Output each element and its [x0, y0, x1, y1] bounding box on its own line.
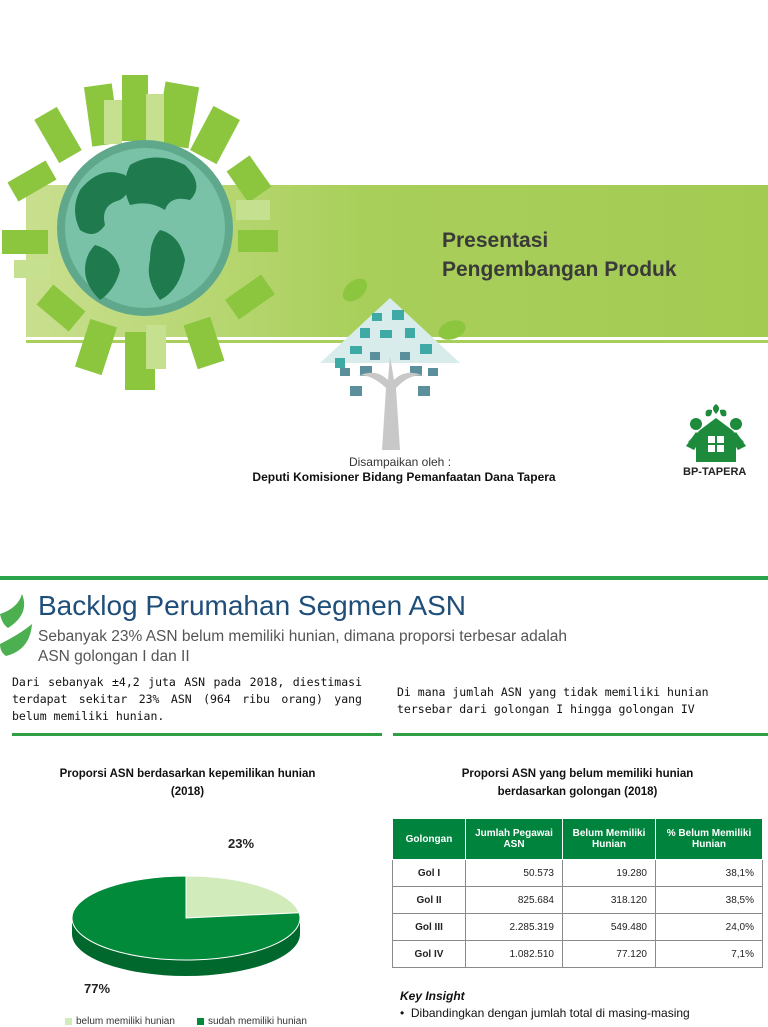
pie-data-label-0: 23% [228, 836, 255, 851]
col-jumlah: Jumlah Pegawai ASN [466, 819, 563, 860]
right-divider [393, 733, 768, 736]
slide-subtitle: Sebanyak 23% ASN belum memiliki hunian, dimana proporsi terbesar adalah ASN golongan I dan II [38, 628, 568, 665]
presented-by-label: Disampaikan oleh : [348, 455, 452, 469]
cell-persen: 38,1% [656, 860, 763, 887]
legend-item-belum [65, 1016, 175, 1027]
table-title: Proporsi ASN yang belum memiliki hunian berdasarkan golongan (2018) [461, 768, 694, 798]
left-divider [12, 733, 382, 736]
cell-belum: 77.120 [563, 941, 656, 968]
legend-label-belum: belum memiliki hunian [76, 1016, 175, 1027]
title-line-2: Pengembangan Produk [442, 258, 677, 281]
cell-persen: 7,1% [656, 941, 763, 968]
presenter-name: Deputi Komisioner Bidang Pemanfaatan Dana Tapera [252, 470, 556, 484]
slide-title: Backlog Perumahan Segmen ASN [38, 590, 467, 621]
col-golongan: Golongan [393, 819, 466, 860]
cell-golongan: Gol II [393, 887, 466, 914]
globe-city-illustration [0, 70, 300, 400]
pie-slice-0 [186, 876, 299, 918]
legend-label-sudah: sudah memiliki hunian [207, 1016, 307, 1027]
cell-golongan: Gol I [393, 860, 466, 887]
golongan-table [392, 818, 763, 968]
table-row [393, 914, 763, 941]
col-belum: Belum Memiliki Hunian [563, 819, 656, 860]
table-row [393, 941, 763, 968]
title-line-1: Presentasi [442, 229, 549, 252]
leaf-icon [0, 594, 32, 658]
cell-jumlah: 2.285.319 [466, 914, 563, 941]
cell-golongan: Gol III [393, 914, 466, 941]
pie-data-label-1: 77% [84, 981, 111, 996]
cell-belum: 19.280 [563, 860, 656, 887]
cell-jumlah: 50.573 [466, 860, 563, 887]
cell-belum: 318.120 [563, 887, 656, 914]
house-tree-illustration [310, 268, 470, 450]
left-paragraph: Dari sebanyak ±4,2 juta ASN pada 2018, diestimasi terdapat sekitar 23% ASN (964 ribu orang) yang belum memiliki hunian. [12, 675, 362, 723]
bp-tapera-logo-icon [684, 402, 748, 464]
right-paragraph: Di mana jumlah ASN yang tidak memiliki hunian tersebar dari golongan I hingga golongan IV [397, 685, 709, 716]
cell-jumlah: 825.684 [466, 887, 563, 914]
table-row [393, 860, 763, 887]
legend-item-sudah [197, 1016, 307, 1027]
table-row [393, 887, 763, 914]
bp-tapera-logo-text: BP-TAPERA [683, 466, 747, 478]
pie-chart-title: Proporsi ASN berdasarkan kepemilikan hunian (2018) [59, 768, 316, 798]
backlog-slide [0, 576, 768, 1027]
cell-persen: 24,0% [656, 914, 763, 941]
cell-persen: 38,5% [656, 887, 763, 914]
presentation-title [442, 226, 677, 284]
key-insight-text: Dibandingkan dengan jumlah total di masing-masing [410, 1006, 690, 1020]
cell-belum: 549.480 [563, 914, 656, 941]
table-header-row [393, 819, 763, 860]
cell-golongan: Gol IV [393, 941, 466, 968]
key-insight-bullet: • Dibandingkan dengan jumlah total di masing-masing [400, 1006, 690, 1020]
col-persen: % Belum Memiliki Hunian [656, 819, 763, 860]
pie-legend [65, 1016, 307, 1027]
slide-top-line [0, 576, 768, 580]
key-insight-label: Key Insight [400, 989, 465, 1003]
cell-jumlah: 1.082.510 [466, 941, 563, 968]
